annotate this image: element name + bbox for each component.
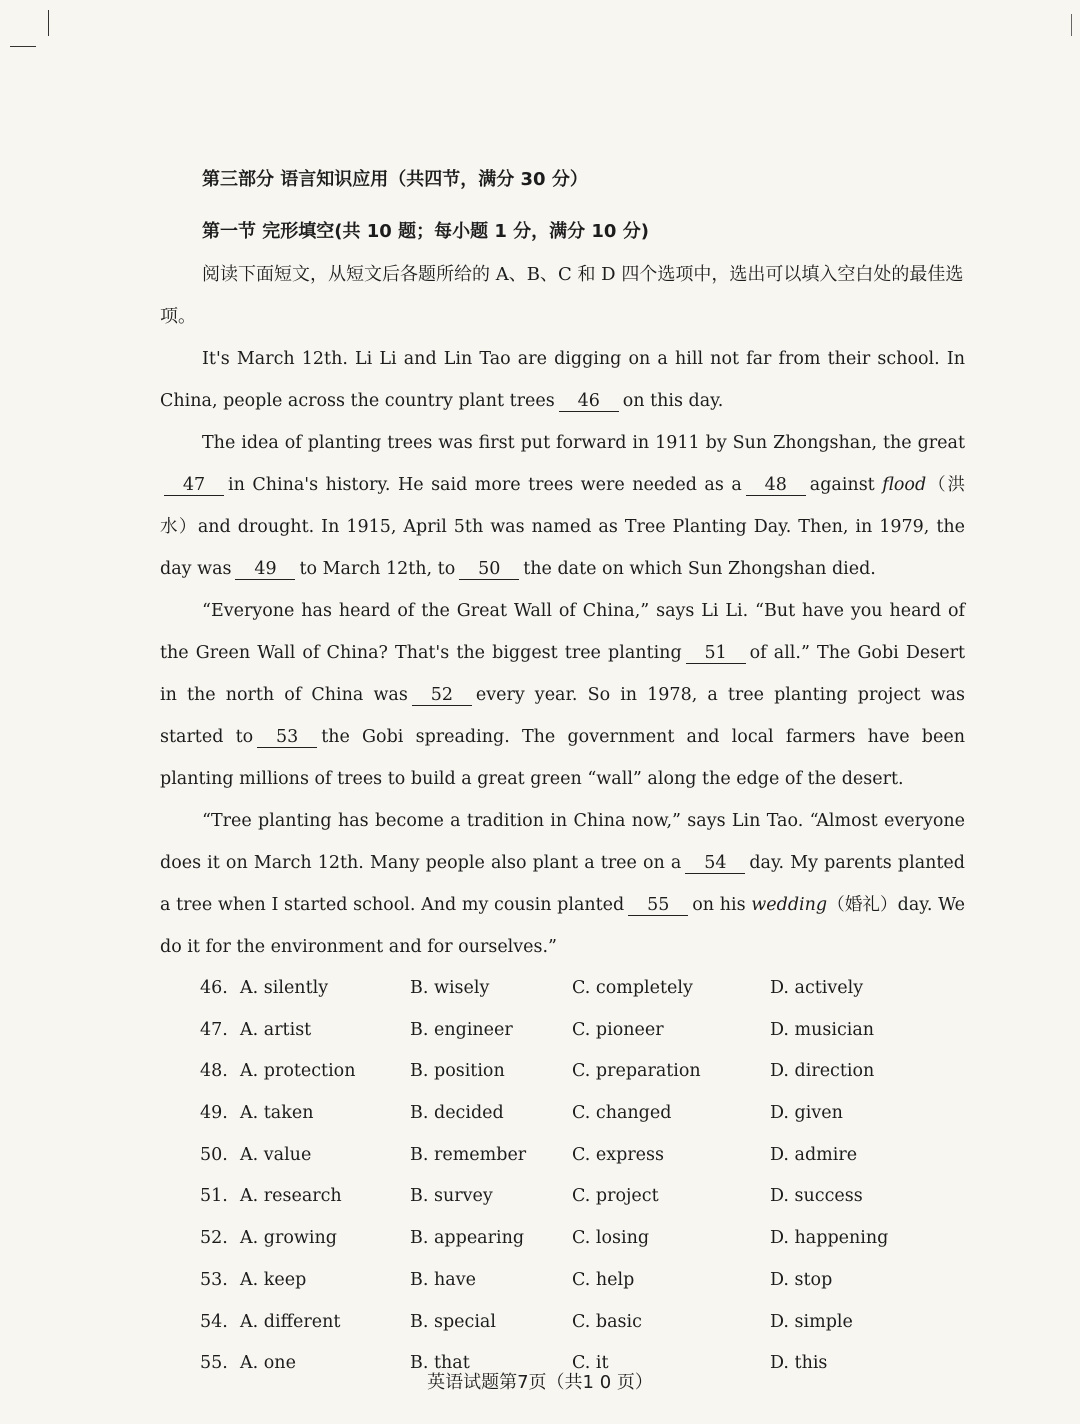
- crop-mark: [48, 10, 49, 36]
- option-d: D. this: [770, 1353, 828, 1374]
- option-b: B. wisely: [410, 978, 490, 998]
- italic-word: wedding: [751, 895, 828, 915]
- page-footer: 英语试题第7页（共1 0 页）: [427, 1372, 653, 1393]
- question-number: 48.: [200, 1061, 228, 1082]
- option-b: B. that: [410, 1353, 470, 1374]
- option-row-46: [160, 968, 965, 1010]
- part-title: 第三部分 语言知识应用（共四节，满分 30 分）: [202, 169, 588, 190]
- option-b: B. position: [410, 1061, 505, 1082]
- blank-53: 53: [257, 727, 317, 748]
- text: The idea of planting trees was first put forward in 1911 by Sun Zhongshan, the great: [202, 433, 965, 453]
- answer-options: [160, 968, 965, 1385]
- passage-paragraph-3: [160, 590, 965, 800]
- blank-52: 52: [412, 685, 472, 706]
- question-number: 53.: [200, 1269, 228, 1290]
- option-row-48: [160, 1051, 965, 1093]
- option-row-47: [160, 1010, 965, 1052]
- blank-48: 48: [746, 475, 806, 496]
- text: “Everyone has heard of the Great Wall of China,” says Li Li. “But have you heard of the Green Wall of China? That's the biggest tree planting: [160, 601, 965, 663]
- option-c: C. project: [572, 1186, 659, 1207]
- option-a: A. protection: [240, 1061, 356, 1082]
- option-a: A. keep: [240, 1269, 307, 1290]
- blank-49: 49: [235, 559, 295, 580]
- option-d: D. musician: [770, 1019, 875, 1040]
- option-a: A. value: [240, 1144, 312, 1165]
- option-c: C. basic: [572, 1311, 642, 1332]
- passage-paragraph-1: [160, 338, 965, 422]
- option-a: A. taken: [240, 1103, 314, 1124]
- option-d: D. stop: [770, 1269, 833, 1290]
- option-row-49: [160, 1093, 965, 1135]
- section-title: 第一节 完形填空(共 10 题；每小题 1 分，满分 10 分): [202, 221, 649, 242]
- option-d: D. given: [770, 1103, 843, 1124]
- option-b: B. special: [410, 1311, 496, 1332]
- text: （洪水）and drought. In 1915, April 5th was named as Tree Planting Day. Then, in 1979, the day was: [160, 475, 965, 579]
- option-d: D. simple: [770, 1311, 853, 1332]
- question-number: 51.: [200, 1186, 228, 1207]
- option-d: D. direction: [770, 1061, 875, 1082]
- crop-mark: [1071, 14, 1072, 36]
- text: day. My parents planted a tree when I started school. And my cousin planted: [160, 853, 965, 915]
- option-d: D. actively: [770, 978, 864, 998]
- italic-word: flood: [882, 475, 927, 495]
- text: of all.” The Gobi Desert in the north of China was: [160, 643, 965, 705]
- option-d: D. success: [770, 1186, 863, 1207]
- option-c: C. losing: [572, 1228, 650, 1249]
- option-b: B. have: [410, 1269, 476, 1290]
- option-a: A. research: [240, 1186, 342, 1207]
- question-number: 55.: [200, 1353, 228, 1374]
- option-row-51: [160, 1176, 965, 1218]
- text: in China's history. He said more trees were needed as a: [228, 475, 742, 495]
- option-c: C. pioneer: [572, 1019, 664, 1040]
- question-number: 49.: [200, 1103, 228, 1124]
- text: on this day.: [622, 391, 724, 411]
- option-row-52: [160, 1218, 965, 1260]
- question-number: 46.: [200, 978, 228, 998]
- option-c: C. preparation: [572, 1061, 701, 1082]
- text: against: [809, 475, 875, 495]
- text: It's March 12th. Li Li and Lin Tao are digging on a hill not far from their school. In China, people across the country plant trees: [160, 349, 965, 411]
- question-number: 52.: [200, 1228, 228, 1249]
- option-a: A. artist: [240, 1019, 312, 1040]
- option-a: A. different: [240, 1311, 341, 1332]
- text: every year. So in 1978, a tree planting project was started to: [160, 685, 966, 747]
- passage-paragraph-4: [160, 800, 965, 968]
- blank-46: 46: [559, 391, 619, 412]
- blank-47: 47: [164, 475, 224, 496]
- option-a: A. growing: [240, 1228, 337, 1249]
- blank-54: 54: [685, 853, 745, 874]
- text: the date on which Sun Zhongshan died.: [523, 559, 876, 579]
- text: the Gobi spreading. The government and local farmers have been planting millions of trees to build a great green “wall” along the edge of the desert.: [160, 727, 965, 789]
- option-c: C. express: [572, 1144, 665, 1165]
- option-c: C. help: [572, 1269, 635, 1290]
- option-row-50: [160, 1135, 965, 1177]
- option-a: A. silently: [240, 978, 329, 998]
- blank-50: 50: [459, 559, 519, 580]
- blank-55: 55: [628, 895, 688, 916]
- option-d: D. happening: [770, 1228, 889, 1249]
- blank-51: 51: [686, 643, 746, 664]
- option-b: B. survey: [410, 1186, 493, 1207]
- text: to March 12th, to: [299, 559, 456, 579]
- option-b: B. engineer: [410, 1019, 513, 1040]
- option-d: D. admire: [770, 1144, 858, 1165]
- question-number: 47.: [200, 1019, 228, 1040]
- exam-page: [160, 150, 965, 1385]
- option-row-54: [160, 1302, 965, 1344]
- text: （婚礼）day. We do it for the environment and for ourselves.”: [160, 895, 966, 957]
- option-row-53: [160, 1260, 965, 1302]
- option-a: A. one: [240, 1353, 296, 1374]
- question-number: 50.: [200, 1144, 228, 1165]
- question-number: 54.: [200, 1311, 228, 1332]
- option-b: B. decided: [410, 1103, 504, 1124]
- option-c: C. changed: [572, 1103, 672, 1124]
- text: “Tree planting has become a tradition in China now,” says Lin Tao. “Almost everyone does it on March 12th. Many people also plant a tree on a: [160, 811, 965, 873]
- option-b: B. appearing: [410, 1228, 525, 1249]
- option-c: C. completely: [572, 978, 693, 998]
- instructions: 阅读下面短文，从短文后各题所给的 A、B、C 和 D 四个选项中，选出可以填入空白处的最佳选项。: [160, 264, 964, 327]
- option-c: C. it: [572, 1353, 609, 1374]
- crop-mark: [10, 46, 36, 47]
- passage-paragraph-2: [160, 422, 965, 590]
- option-b: B. remember: [410, 1144, 527, 1165]
- text: on his: [692, 895, 746, 915]
